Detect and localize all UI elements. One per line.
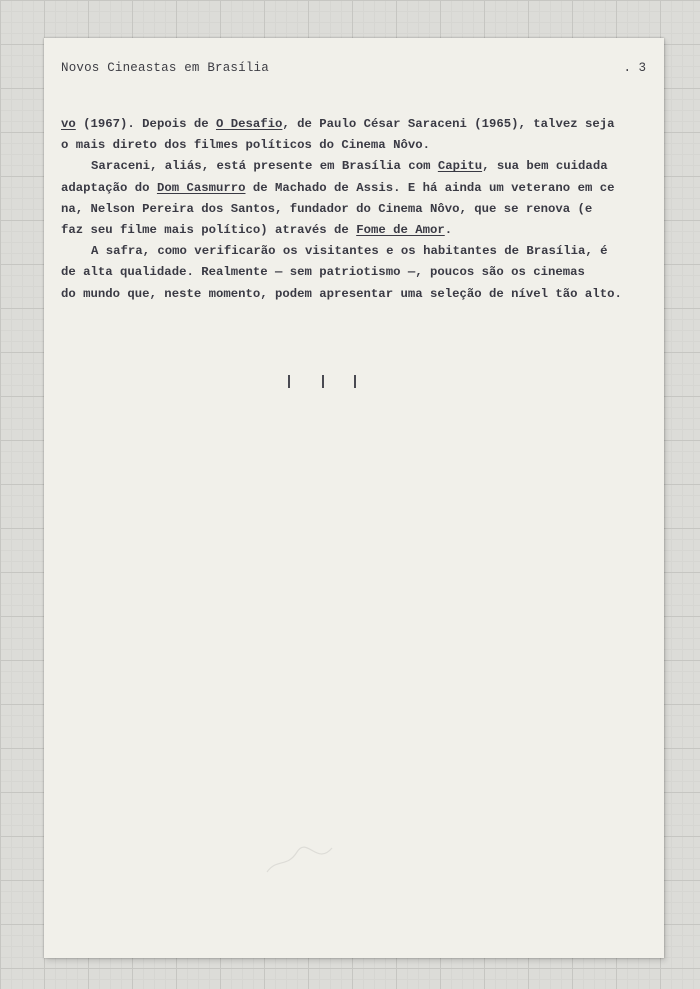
body-text [61,114,647,305]
end-marks [288,375,368,391]
text-segment: . [444,222,453,237]
page-number: . 3 [623,61,646,75]
text-line [61,220,647,241]
page-header-title: Novos Cineastas em Brasília [61,61,269,75]
faint-smudge-mark [262,838,342,878]
text-segment: , sua bem cuidada [482,159,608,174]
underlined-word: vo [61,117,76,131]
text-line: na, Nelson Pereira dos Santos, fundador do Cinema Nôvo, que se renova (e [61,201,593,216]
text-segment: A safra, como verificarão os visitantes e os habitantes de Brasília, é [91,244,608,259]
end-mark [354,375,356,388]
end-mark [322,375,324,388]
text-segment: de Machado de Assis. E há ainda um veterano em ce [245,180,615,195]
book-title-dom-casmurro: Dom Casmurro [156,180,246,195]
text-line [61,241,647,262]
text-segment: (1967). Depois de [75,117,216,131]
text-segment: , de Paulo César Saraceni (1965), talvez seja [282,117,615,131]
film-title-o-desafio: O Desafio [215,117,283,131]
film-title-fome-de-amor: Fome de Amor [356,222,445,237]
end-mark [288,375,290,388]
typewritten-page [44,38,664,958]
text-line [61,178,647,199]
text-segment: adaptação do [61,180,157,195]
text-line: do mundo que, neste momento, podem apresentar uma seleção de nível tão alto. [61,286,622,301]
text-line [61,114,647,135]
text-line: o mais direto dos filmes políticos do Cinema Nôvo. [61,138,430,153]
text-line [61,156,647,177]
text-segment: faz seu filme mais político) através de [61,222,357,237]
text-line: de alta qualidade. Realmente — sem patriotismo —, poucos são os cinemas [61,265,585,280]
film-title-capitu: Capitu [437,159,483,174]
text-segment: Saraceni, aliás, está presente em Brasília com [91,159,438,174]
